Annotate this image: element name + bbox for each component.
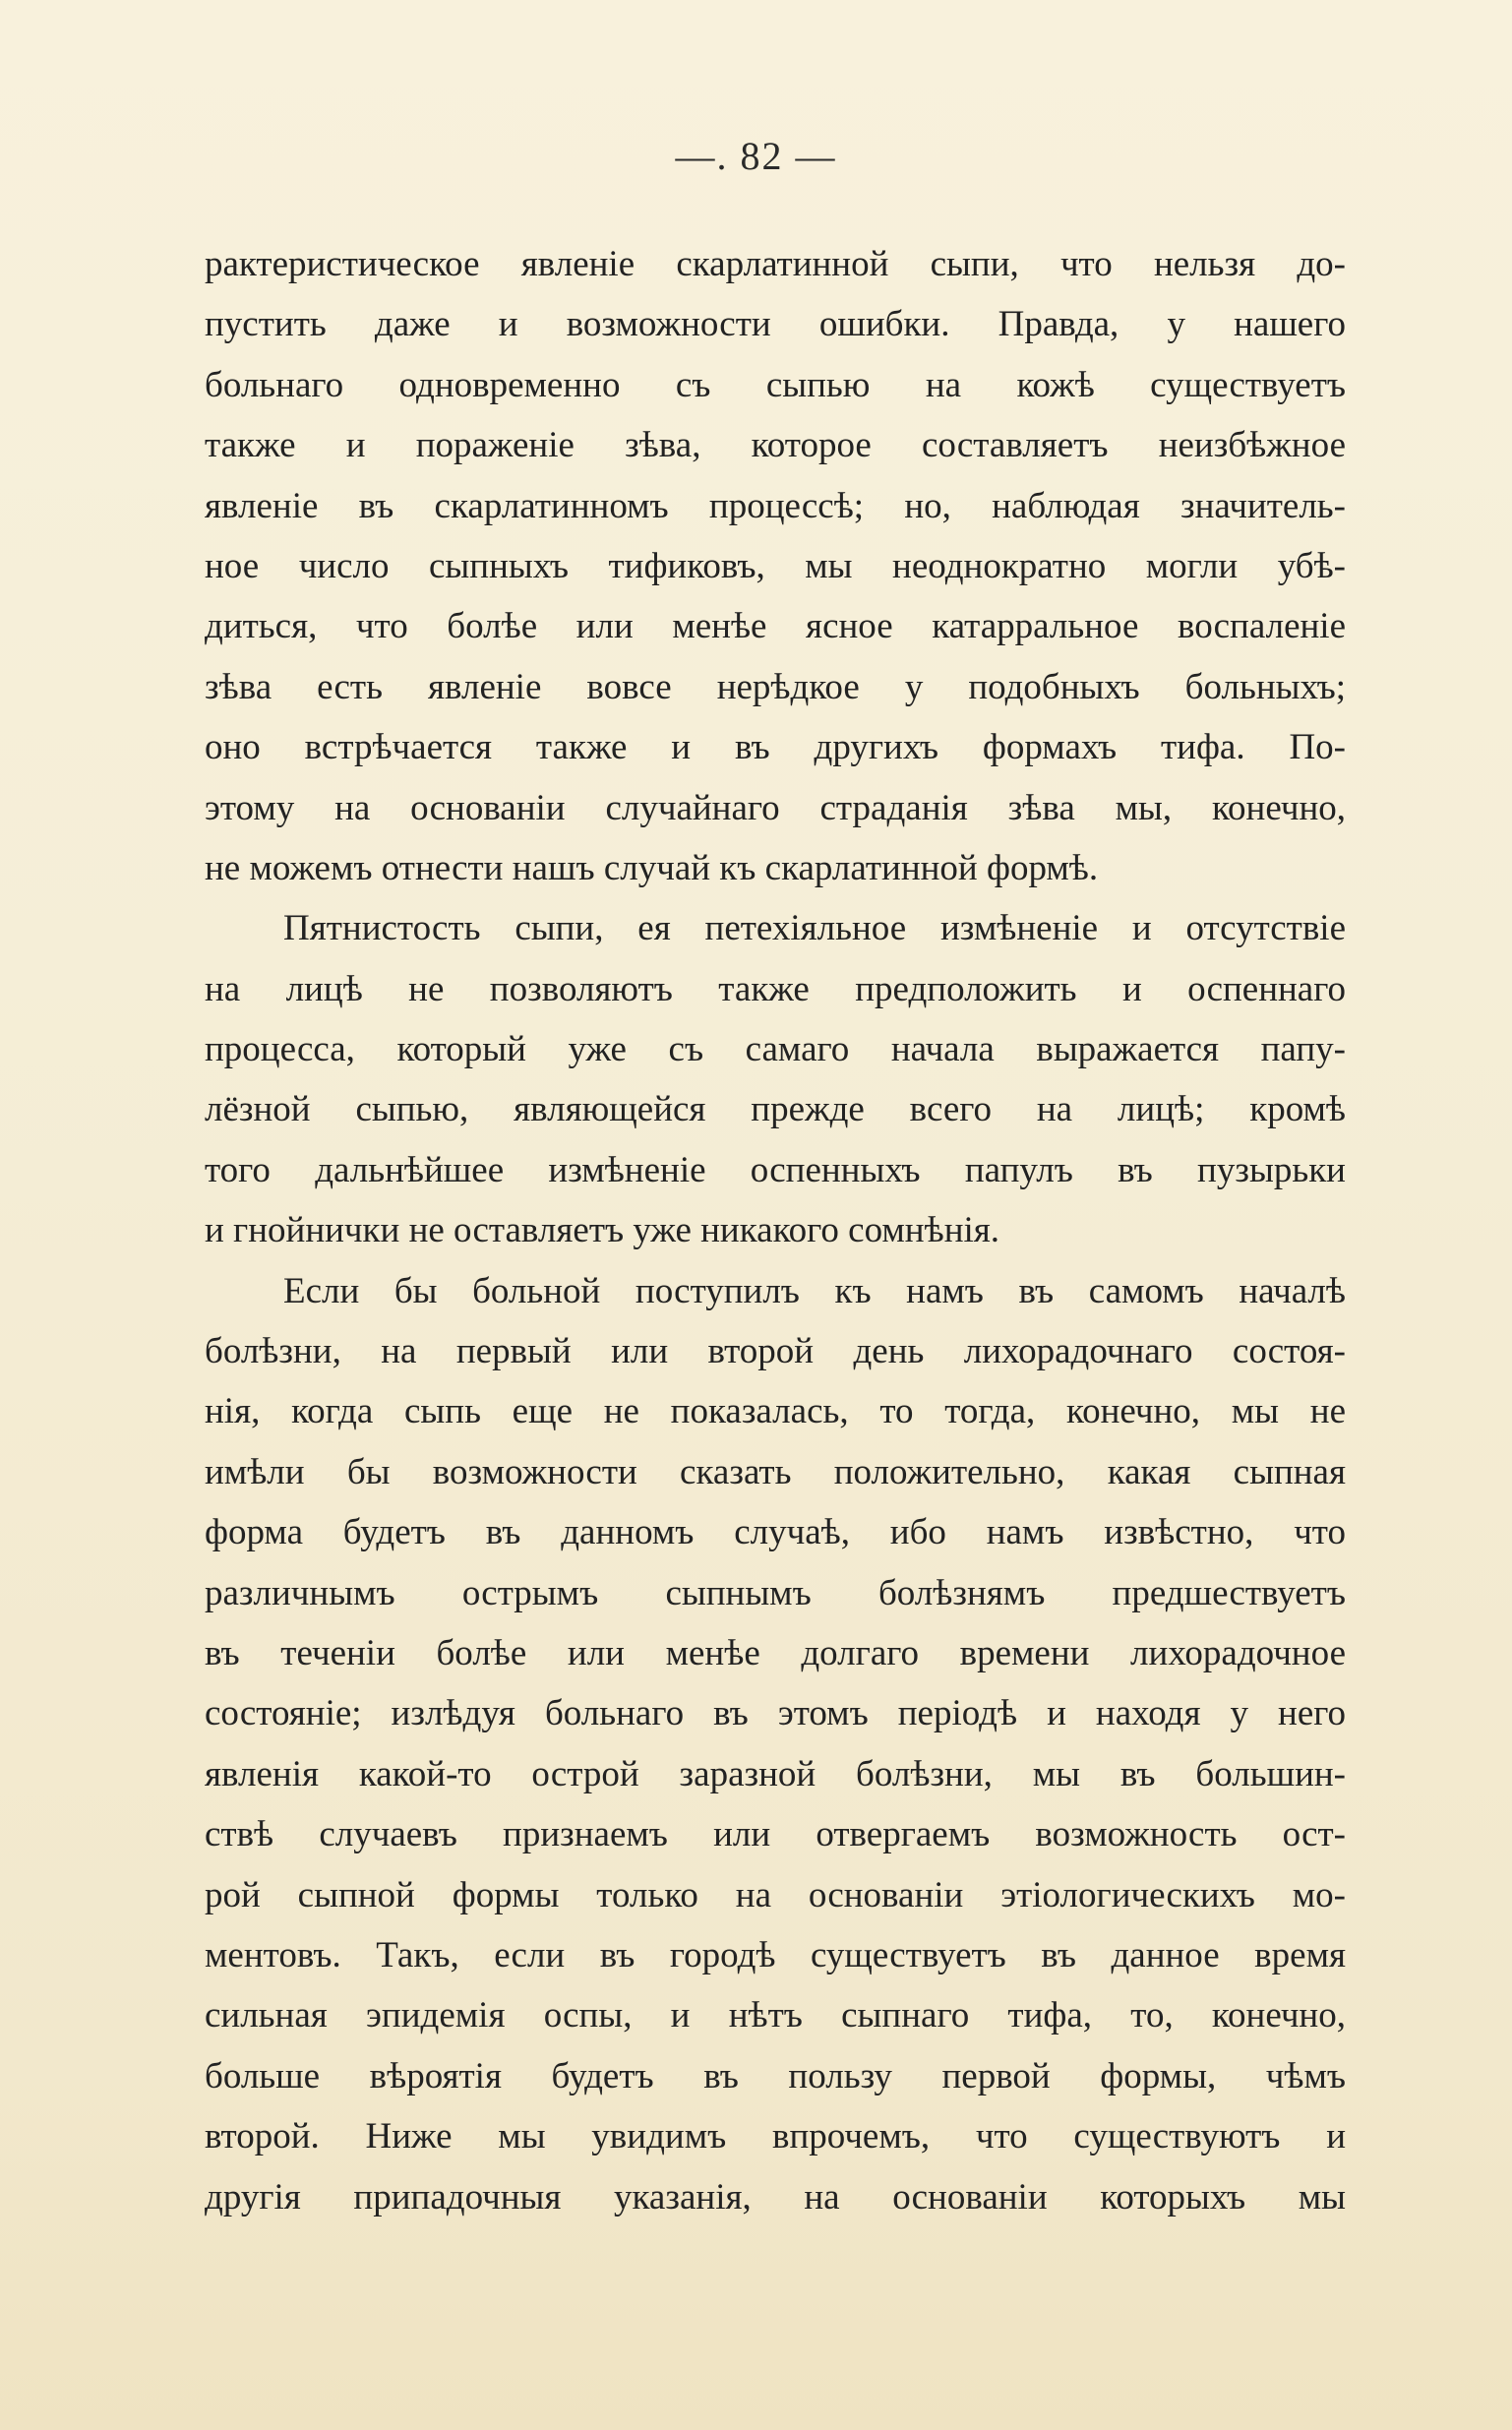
text-line: другія припадочныя указанія, на основаніи которыхъ мы <box>205 2176 1346 2217</box>
text-line: рактеристическое явленіе скарлатинной сыпи, что нельзя до- <box>205 244 1346 284</box>
text-line: рой сыпной формы только на основаніи этіологическихъ мо- <box>205 1874 1346 1915</box>
text-line: форма будетъ въ данномъ случаѣ, ибо намъ извѣстно, что <box>205 1512 1346 1553</box>
text-line: не можемъ отнести нашъ случай къ скарлатинной формѣ. <box>205 847 1099 888</box>
text-line: сильная эпидемія оспы, и нѣтъ сыпнаго тифа, то, конечно, <box>205 1995 1346 2036</box>
text-line: второй. Ниже мы увидимъ впрочемъ, что существуютъ и <box>205 2116 1346 2157</box>
text-line: также и пораженіе зѣва, которое составляетъ неизбѣжное <box>205 425 1346 466</box>
text-line: и гнойнички не оставляетъ уже никакого сомнѣнія. <box>205 1210 1000 1251</box>
text-line: ментовъ. Такъ, если въ городѣ существуетъ въ данное время <box>205 1934 1346 1975</box>
text-line: диться, что болѣе или менѣе ясное катарральное воспаленіе <box>205 606 1346 647</box>
text-line: различнымъ острымъ сыпнымъ болѣзнямъ предшествуетъ <box>205 1572 1346 1613</box>
text-line: болѣзни, на первый или второй день лихорадочнаго состоя- <box>205 1331 1346 1372</box>
text-line: оно встрѣчается также и въ другихъ формахъ тифа. По- <box>205 727 1346 768</box>
text-line: имѣли бы возможности сказать положительно, какая сыпная <box>205 1451 1346 1492</box>
text-line: явленіе въ скарлатинномъ процессѣ; но, наблюдая значитель- <box>205 485 1346 526</box>
text-line: процесса, который уже съ самаго начала выражается папу- <box>205 1029 1346 1070</box>
text-line: того дальнѣйшее измѣненіе оспенныхъ папулъ въ пузырьки <box>205 1149 1346 1190</box>
body-text <box>205 234 1346 2227</box>
text-line: ное число сыпныхъ тификовъ, мы неоднократно могли убѣ- <box>205 545 1346 586</box>
text-line: Если бы больной поступилъ къ намъ въ самомъ началѣ <box>283 1270 1346 1311</box>
text-line: этому на основаніи случайнаго страданія зѣва мы, конечно, <box>205 787 1346 828</box>
text-line: на лицѣ не позволяютъ также предположить и оспеннаго <box>205 968 1346 1009</box>
text-line: явленія какой-то острой заразной болѣзни, мы въ большин- <box>205 1753 1346 1794</box>
page-number: —. 82 — <box>675 134 837 178</box>
text-line: въ теченіи болѣе или менѣе долгаго времени лихорадочное <box>205 1632 1346 1673</box>
text-line: больше вѣроятія будетъ въ пользу первой формы, чѣмъ <box>205 2055 1346 2096</box>
text-line: Пятнистость сыпи, ея петехіяльное измѣненіе и отсутствіе <box>283 908 1346 949</box>
text-line: пустить даже и возможности ошибки. Правда, у нашего <box>205 304 1346 345</box>
text-line: лёзной сыпью, являющейся прежде всего на лицѣ; кромѣ <box>205 1089 1346 1130</box>
text-line: ствѣ случаевъ признаемъ или отвергаемъ возможность ост- <box>205 1814 1346 1855</box>
text-line: нія, когда сыпь еще не показалась, то тогда, конечно, мы не <box>205 1391 1346 1432</box>
text-line: зѣва есть явленіе вовсе нерѣдкое у подобныхъ больныхъ; <box>205 666 1346 707</box>
text-line: состояніе; излѣдуя больнаго въ этомъ періодѣ и находя у него <box>205 1693 1346 1734</box>
text-line: больнаго одновременно съ сыпью на кожѣ существуетъ <box>205 364 1346 405</box>
